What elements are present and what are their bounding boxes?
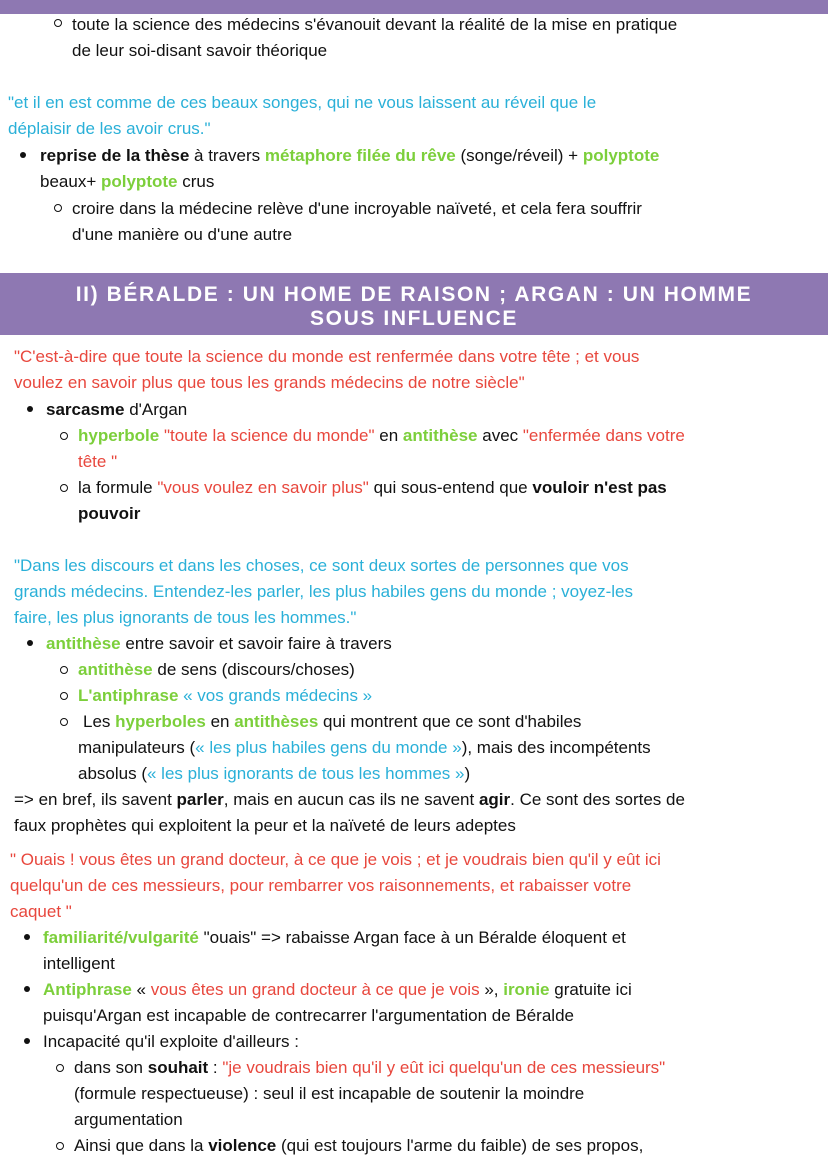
body-text: toute la science des médecins s'évanouit devant la réalité de la mise en pratique	[72, 15, 678, 34]
bullet-marker	[27, 640, 33, 646]
figure-term: L'antiphrase	[78, 686, 179, 705]
body-text: d'une manière ou d'une autre	[72, 225, 293, 244]
sub-bullet-marker	[54, 19, 62, 27]
quote-text: caquet "	[10, 902, 72, 921]
quote-text: "et il en est comme de ces beaux songes, qui ne vous laissent au réveil que le	[8, 93, 597, 112]
quote-text: voulez en savoir plus que tous les grands médecins de notre siècle"	[14, 373, 525, 392]
figure-term: hyperboles	[115, 712, 206, 731]
quote-text: "C'est-à-dire que toute la science du monde est renfermée dans votre tête ; et vous	[14, 347, 640, 366]
section-title-line: SOUS INFLUENCE	[310, 307, 518, 330]
figure-term: antithèse	[402, 426, 478, 445]
figure-term: hyperbole	[78, 426, 160, 445]
bullet-text: antithèse entre savoir et savoir faire à travers	[46, 634, 392, 653]
bullet-marker	[20, 152, 26, 158]
quote-text: "Dans les discours et dans les choses, ce sont deux sortes de personnes que vos	[14, 556, 629, 575]
body-text: tête "	[78, 452, 118, 471]
bullet-text: reprise de la thèse à travers métaphore filée du rêve (songe/réveil) + polyptote	[40, 146, 660, 165]
quote-text: grands médecins. Entendez-les parler, les plus habiles gens du monde ; voyez-les	[14, 582, 633, 601]
conclusion-text: faux prophètes qui exploitent la peur et la naïveté de leurs adeptes	[14, 816, 516, 835]
body-text: antithèse de sens (discours/choses)	[78, 660, 355, 679]
sub-bullet-marker	[60, 718, 68, 726]
figure-term: antithèses	[234, 712, 319, 731]
quote-text: faire, les plus ignorants de tous les hommes."	[14, 608, 357, 627]
figure-term: ironie	[503, 980, 550, 999]
body-text: hyperbole "toute la science du monde" en antithèse avec "enfermée dans votre	[78, 426, 685, 445]
figure-term: polyptote	[100, 172, 178, 191]
bullet-text: Incapacité qu'il exploite d'ailleurs :	[43, 1032, 299, 1051]
body-text: dans son souhait : "je voudrais bien qu'il y eût ici quelqu'un de ces messieurs"	[74, 1058, 666, 1077]
body-text: Ainsi que dans la violence (qui est toujours l'arme du faible) de ses propos,	[74, 1136, 644, 1155]
figure-term: familiarité/vulgarité	[43, 928, 199, 947]
body-text: manipulateurs (« les plus habiles gens du monde »), mais des incompétents	[78, 738, 651, 757]
sub-bullet-marker	[56, 1142, 64, 1150]
sub-bullet-marker	[60, 484, 68, 492]
body-text: (formule respectueuse) : seul il est incapable de soutenir la moindre	[74, 1084, 585, 1103]
bullet-text: beaux+ polyptote crus	[40, 172, 215, 191]
bullet-marker	[24, 1038, 30, 1044]
body-text: pouvoir	[78, 504, 141, 523]
bullet-marker	[24, 934, 30, 940]
body-text: absolus (« les plus ignorants de tous les hommes »)	[78, 764, 471, 783]
figure-term: polyptote	[582, 146, 660, 165]
quote-text: quelqu'un de ces messieurs, pour rembarrer vos raisonnements, et rabaisser votre	[10, 876, 632, 895]
body-text: la formule "vous voulez en savoir plus" qui sous-entend que vouloir n'est pas	[78, 478, 667, 497]
body-text: de leur soi-disant savoir théorique	[72, 41, 328, 60]
figure-term: antithèse	[78, 660, 153, 679]
bullet-text: puisqu'Argan est incapable de contrecarrer l'argumentation de Béralde	[43, 1006, 574, 1025]
figure-term: antithèse	[46, 634, 121, 653]
sub-bullet-marker	[60, 692, 68, 700]
bold-term: reprise de la thèse	[40, 146, 190, 165]
conclusion-text: => en bref, ils savent parler, mais en aucun cas ils ne savent agir. Ce sont des sortes de	[14, 790, 685, 809]
body-text: L'antiphrase « vos grands médecins »	[78, 686, 373, 705]
sub-bullet-marker	[54, 204, 62, 212]
sub-bullet-marker	[60, 666, 68, 674]
sub-bullet-marker	[56, 1064, 64, 1072]
section-heading	[0, 273, 828, 335]
body-text: argumentation	[74, 1110, 183, 1129]
bullet-text: familiarité/vulgarité "ouais" => rabaisse Argan face à un Béralde éloquent et	[43, 928, 626, 947]
figure-term: Antiphrase	[43, 980, 132, 999]
figure-term: métaphore filée du rêve	[264, 146, 456, 165]
body-text: Les hyperboles en antithèses qui montrent que ce sont d'habiles	[83, 712, 582, 731]
sub-bullet-marker	[60, 432, 68, 440]
bullet-text: Antiphrase « vous êtes un grand docteur à ce que je vois », ironie gratuite ici	[43, 980, 632, 999]
quote-text: " Ouais ! vous êtes un grand docteur, à ce que je vois ; et je voudrais bien qu'il y eût ici	[10, 850, 661, 869]
bullet-text: intelligent	[43, 954, 115, 973]
bullet-marker	[24, 986, 30, 992]
quote-text: déplaisir de les avoir crus."	[8, 119, 211, 138]
bullet-marker	[27, 406, 33, 412]
bullet-text: sarcasme d'Argan	[46, 400, 188, 419]
section-title-line: II) BÉRALDE : UN HOME DE RAISON ; ARGAN : UN HOMME	[75, 283, 753, 306]
bold-term: sarcasme	[46, 400, 125, 419]
body-text: croire dans la médecine relève d'une incroyable naïveté, et cela fera souffrir	[72, 199, 642, 218]
